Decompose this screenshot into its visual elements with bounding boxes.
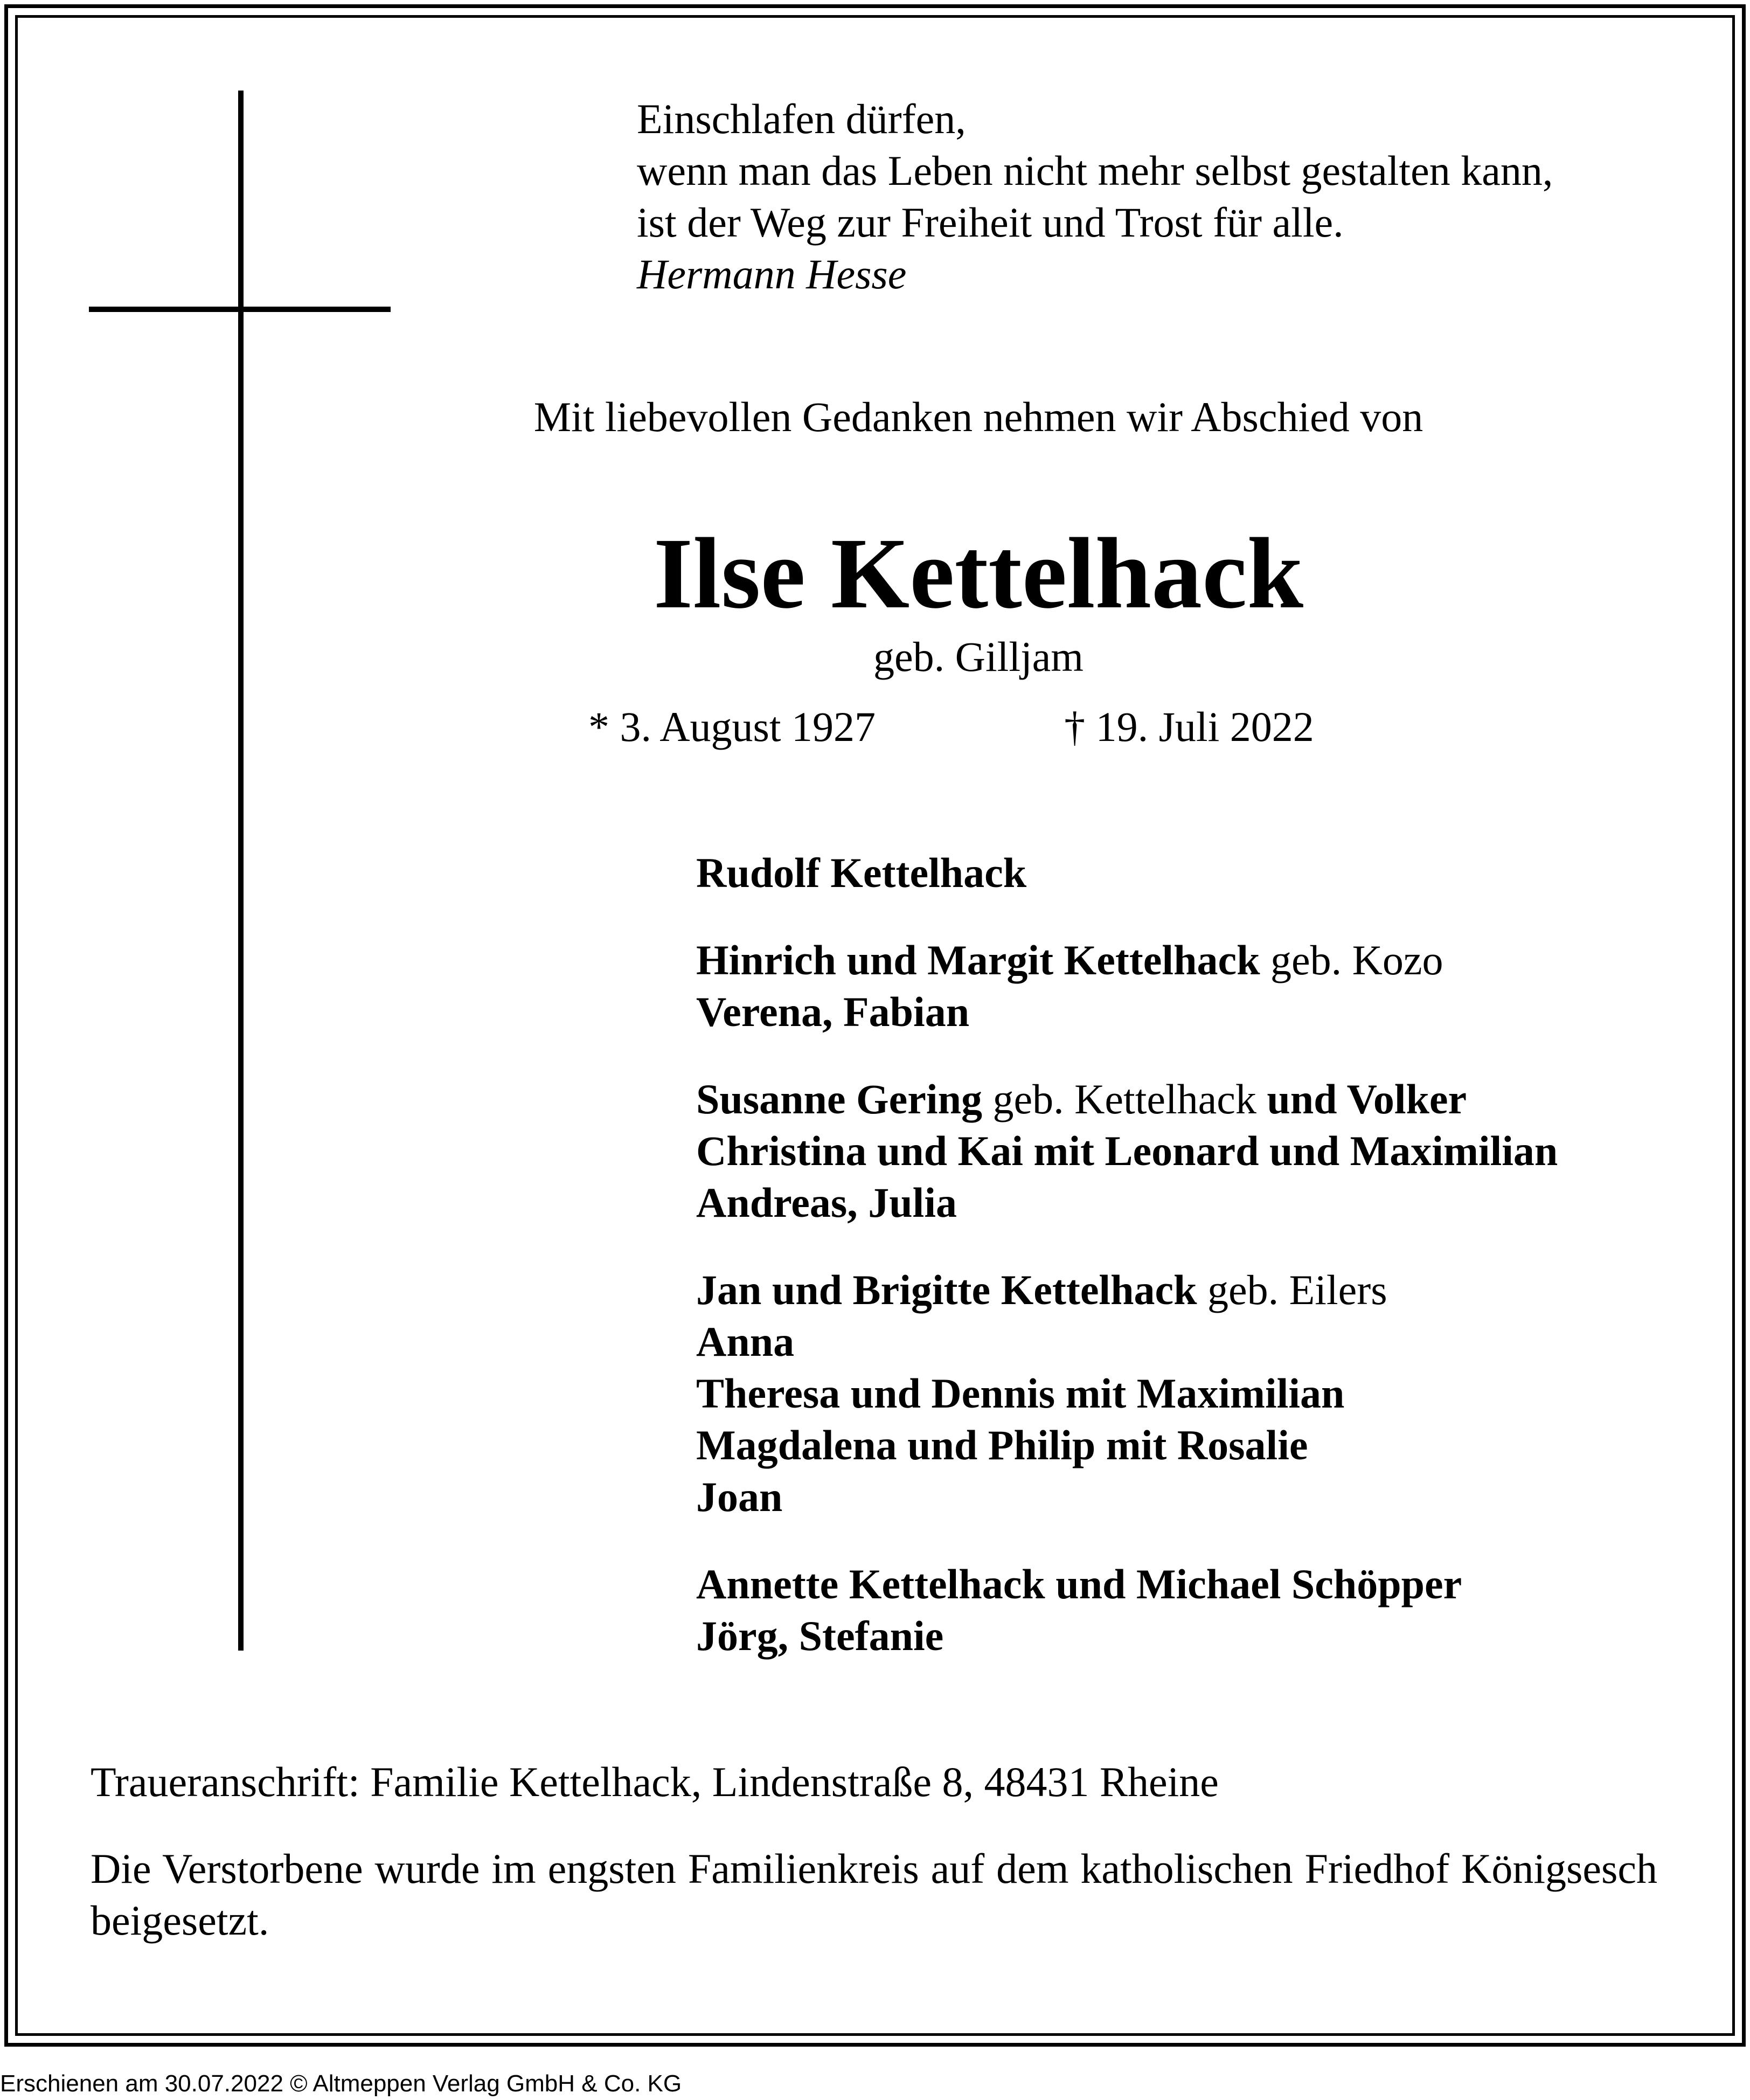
- mourner-name: Jan und Brigitte Kettelhack: [696, 1266, 1197, 1313]
- mourner-name: Susanne Gering: [696, 1076, 982, 1122]
- mourner-group: [696, 1558, 1558, 1662]
- quote-line-2: wenn man das Leben nicht mehr selbst gestalten kann,: [637, 147, 1553, 194]
- mourner-partner: und Volker: [1267, 1076, 1467, 1122]
- publication-footer: Erschienen am 30.07.2022 © Altmeppen Verlag GmbH & Co. KG: [0, 2070, 682, 2097]
- mourner-line: Joan: [696, 1473, 783, 1520]
- burial-note: Die Verstorbene wurde im engsten Familienkreis auf dem katholischen Friedhof Königsesch beigesetzt.: [91, 1845, 1657, 1944]
- born-name: geb. Gilljam: [873, 633, 1084, 680]
- cross-icon-horizontal: [89, 307, 391, 312]
- mourner-line: Magdalena und Philip mit Rosalie: [696, 1422, 1308, 1468]
- mourner-line: Rudolf Kettelhack: [696, 849, 1027, 896]
- mourner-group: [696, 847, 1558, 899]
- life-dates: [588, 703, 1314, 750]
- cross-icon-vertical: [238, 91, 244, 1651]
- mourner-line: [696, 1073, 1558, 1125]
- mourner-line: Anna: [696, 1318, 795, 1365]
- mourner-group: [696, 934, 1558, 1038]
- quote-line-1: Einschlafen dürfen,: [637, 95, 966, 142]
- mourner-line: [696, 934, 1558, 986]
- mourner-line: Annette Kettelhack und Michael Schöpper: [696, 1561, 1462, 1607]
- mourners-list: [696, 847, 1558, 1697]
- mourner-line: Jörg, Stefanie: [696, 1612, 944, 1659]
- mourner-line: Christina und Kai mit Leonard und Maximilian: [696, 1127, 1558, 1174]
- deceased-name: Ilse Kettelhack: [653, 517, 1304, 629]
- quote-author: Hermann Hesse: [637, 251, 907, 297]
- mourner-group: [696, 1264, 1558, 1523]
- mourning-address: Traueranschrift: Familie Kettelhack, Lindenstraße 8, 48431 Rheine: [91, 1758, 1219, 1805]
- mourner-line: Andreas, Julia: [696, 1179, 957, 1226]
- mourner-line: Theresa und Dennis mit Maximilian: [696, 1370, 1345, 1417]
- mourner-line: [696, 1264, 1558, 1316]
- mourner-line: Verena, Fabian: [696, 988, 970, 1035]
- mourner-maiden-name: geb. Eilers: [1197, 1266, 1387, 1313]
- death-date: † 19. Juli 2022: [1064, 703, 1314, 750]
- birth-date: * 3. August 1927: [588, 703, 876, 750]
- mourner-group: [696, 1073, 1558, 1229]
- mourner-name: Hinrich und Margit Kettelhack: [696, 937, 1260, 983]
- intro-text: Mit liebevollen Gedanken nehmen wir Abschied von: [533, 393, 1423, 440]
- mourner-maiden-name: geb. Kettelhack: [982, 1076, 1267, 1122]
- mourner-maiden-name: geb. Kozo: [1260, 937, 1443, 983]
- quote-line-3: ist der Weg zur Freiheit und Trost für alle.: [637, 199, 1344, 246]
